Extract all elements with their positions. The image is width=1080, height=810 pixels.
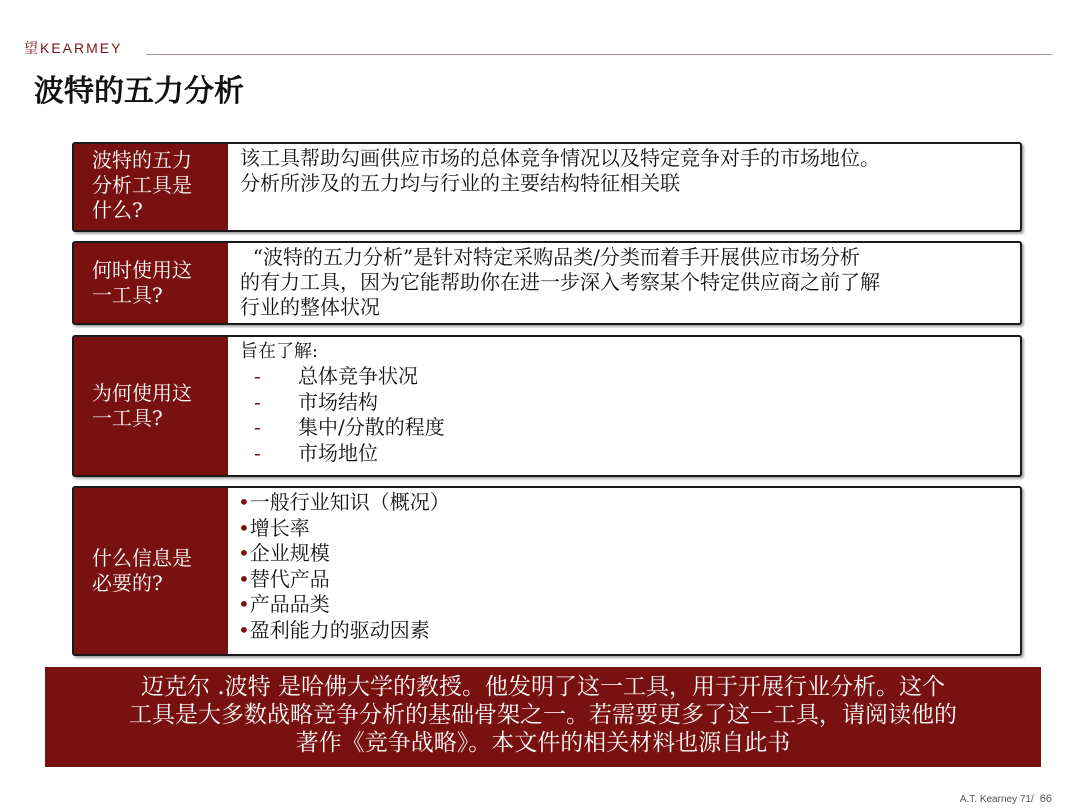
row-content	[228, 337, 1020, 475]
list-item	[240, 415, 1008, 441]
list-item-text: 总体竞争状况	[298, 364, 418, 388]
list-item-text: 市场地位	[298, 440, 378, 465]
dash-marker: -	[254, 389, 261, 414]
info-row-what	[72, 142, 1022, 232]
summary-callout	[45, 667, 1041, 767]
row-content	[228, 243, 1020, 323]
row-label	[74, 337, 228, 475]
list-item-text: 一般行业知识（概况）	[249, 490, 450, 514]
page-number: 66	[1039, 793, 1052, 805]
bullet-marker: •	[238, 592, 250, 616]
content-line: “波特的五力分析”是针对特定采购品类/分类而着手开展供应市场分析	[240, 245, 860, 269]
list-item-text: 替代产品	[249, 566, 330, 591]
list-item	[240, 390, 1008, 416]
row-label-line: 什么信息是	[92, 546, 192, 570]
list-item-text: 市场结构	[298, 389, 378, 414]
info-row-why	[72, 335, 1022, 477]
callout-line: 工具是大多数战略竞争分析的基础骨架之一。若需要更多了这一工具，请阅读他的	[129, 702, 957, 728]
row-label-line: 一工具?	[92, 283, 163, 307]
header-rule	[146, 54, 1052, 55]
bullet-marker: •	[238, 490, 250, 514]
dash-marker: -	[254, 415, 261, 439]
row-label-line: 一工具?	[92, 406, 163, 430]
list-item	[238, 516, 1008, 542]
row-content	[228, 144, 1020, 230]
brand-logo: 望KEARMEY	[24, 40, 123, 56]
row-label-line: 波特的五力	[92, 148, 192, 172]
bullet-marker: •	[238, 515, 250, 540]
dash-marker: -	[254, 440, 261, 465]
content-line: 分析所涉及的五力均与行业的主要结构特征相关联	[240, 171, 680, 195]
content-line: 该工具帮助勾画供应市场的总体竞争情况以及特定竞争对手的市场地位。	[240, 146, 880, 170]
content-line: 的有力工具，因为它能帮助你在进一步深入考察某个特定供应商之前了解	[240, 270, 880, 294]
row-label-line: 分析工具是	[92, 173, 192, 197]
callout-line: 著作《竞争战略》。本文件的相关材料也源自此书	[295, 730, 791, 756]
list-item	[238, 490, 1008, 516]
list-item-text: 产品品类	[249, 592, 330, 616]
list-item-text: 集中/分散的程度	[298, 415, 445, 439]
row-label-line: 必要的?	[92, 571, 163, 595]
list-item	[238, 618, 1008, 644]
row-label	[74, 144, 228, 230]
list-item-text: 盈利能力的驱动因素	[249, 617, 430, 642]
page-footer	[960, 793, 1052, 805]
row-label-line: 何时使用这	[92, 258, 192, 282]
bullet-marker: •	[238, 617, 250, 642]
bullet-marker: •	[238, 566, 250, 591]
row-content	[228, 488, 1020, 654]
footer-source: A.T. Kearney 71/	[959, 794, 1034, 805]
dash-marker: -	[254, 364, 261, 388]
list-item-text: 企业规模	[249, 541, 330, 565]
content-line: 行业的整体状况	[240, 295, 380, 319]
row-label	[74, 243, 228, 323]
list-item	[238, 592, 1008, 618]
bullet-list	[238, 490, 1008, 643]
info-row-when	[72, 241, 1022, 325]
dash-list	[240, 364, 1008, 466]
row-label-line: 为何使用这	[92, 381, 192, 405]
info-row-required	[72, 486, 1022, 656]
row-label-line: 什么?	[92, 198, 143, 222]
row-label	[74, 488, 228, 654]
list-item	[238, 567, 1008, 593]
content-intro: 旨在了解:	[240, 341, 319, 362]
bullet-marker: •	[238, 541, 250, 565]
callout-line: 迈克尔 .波特 是哈佛大学的教授。他发明了这一工具，用于开展行业分析。这个	[141, 674, 945, 700]
page-title: 波特的五力分析	[34, 74, 244, 109]
list-item	[240, 441, 1008, 467]
list-item	[238, 541, 1008, 567]
list-item	[240, 364, 1008, 390]
list-item-text: 增长率	[249, 515, 310, 540]
